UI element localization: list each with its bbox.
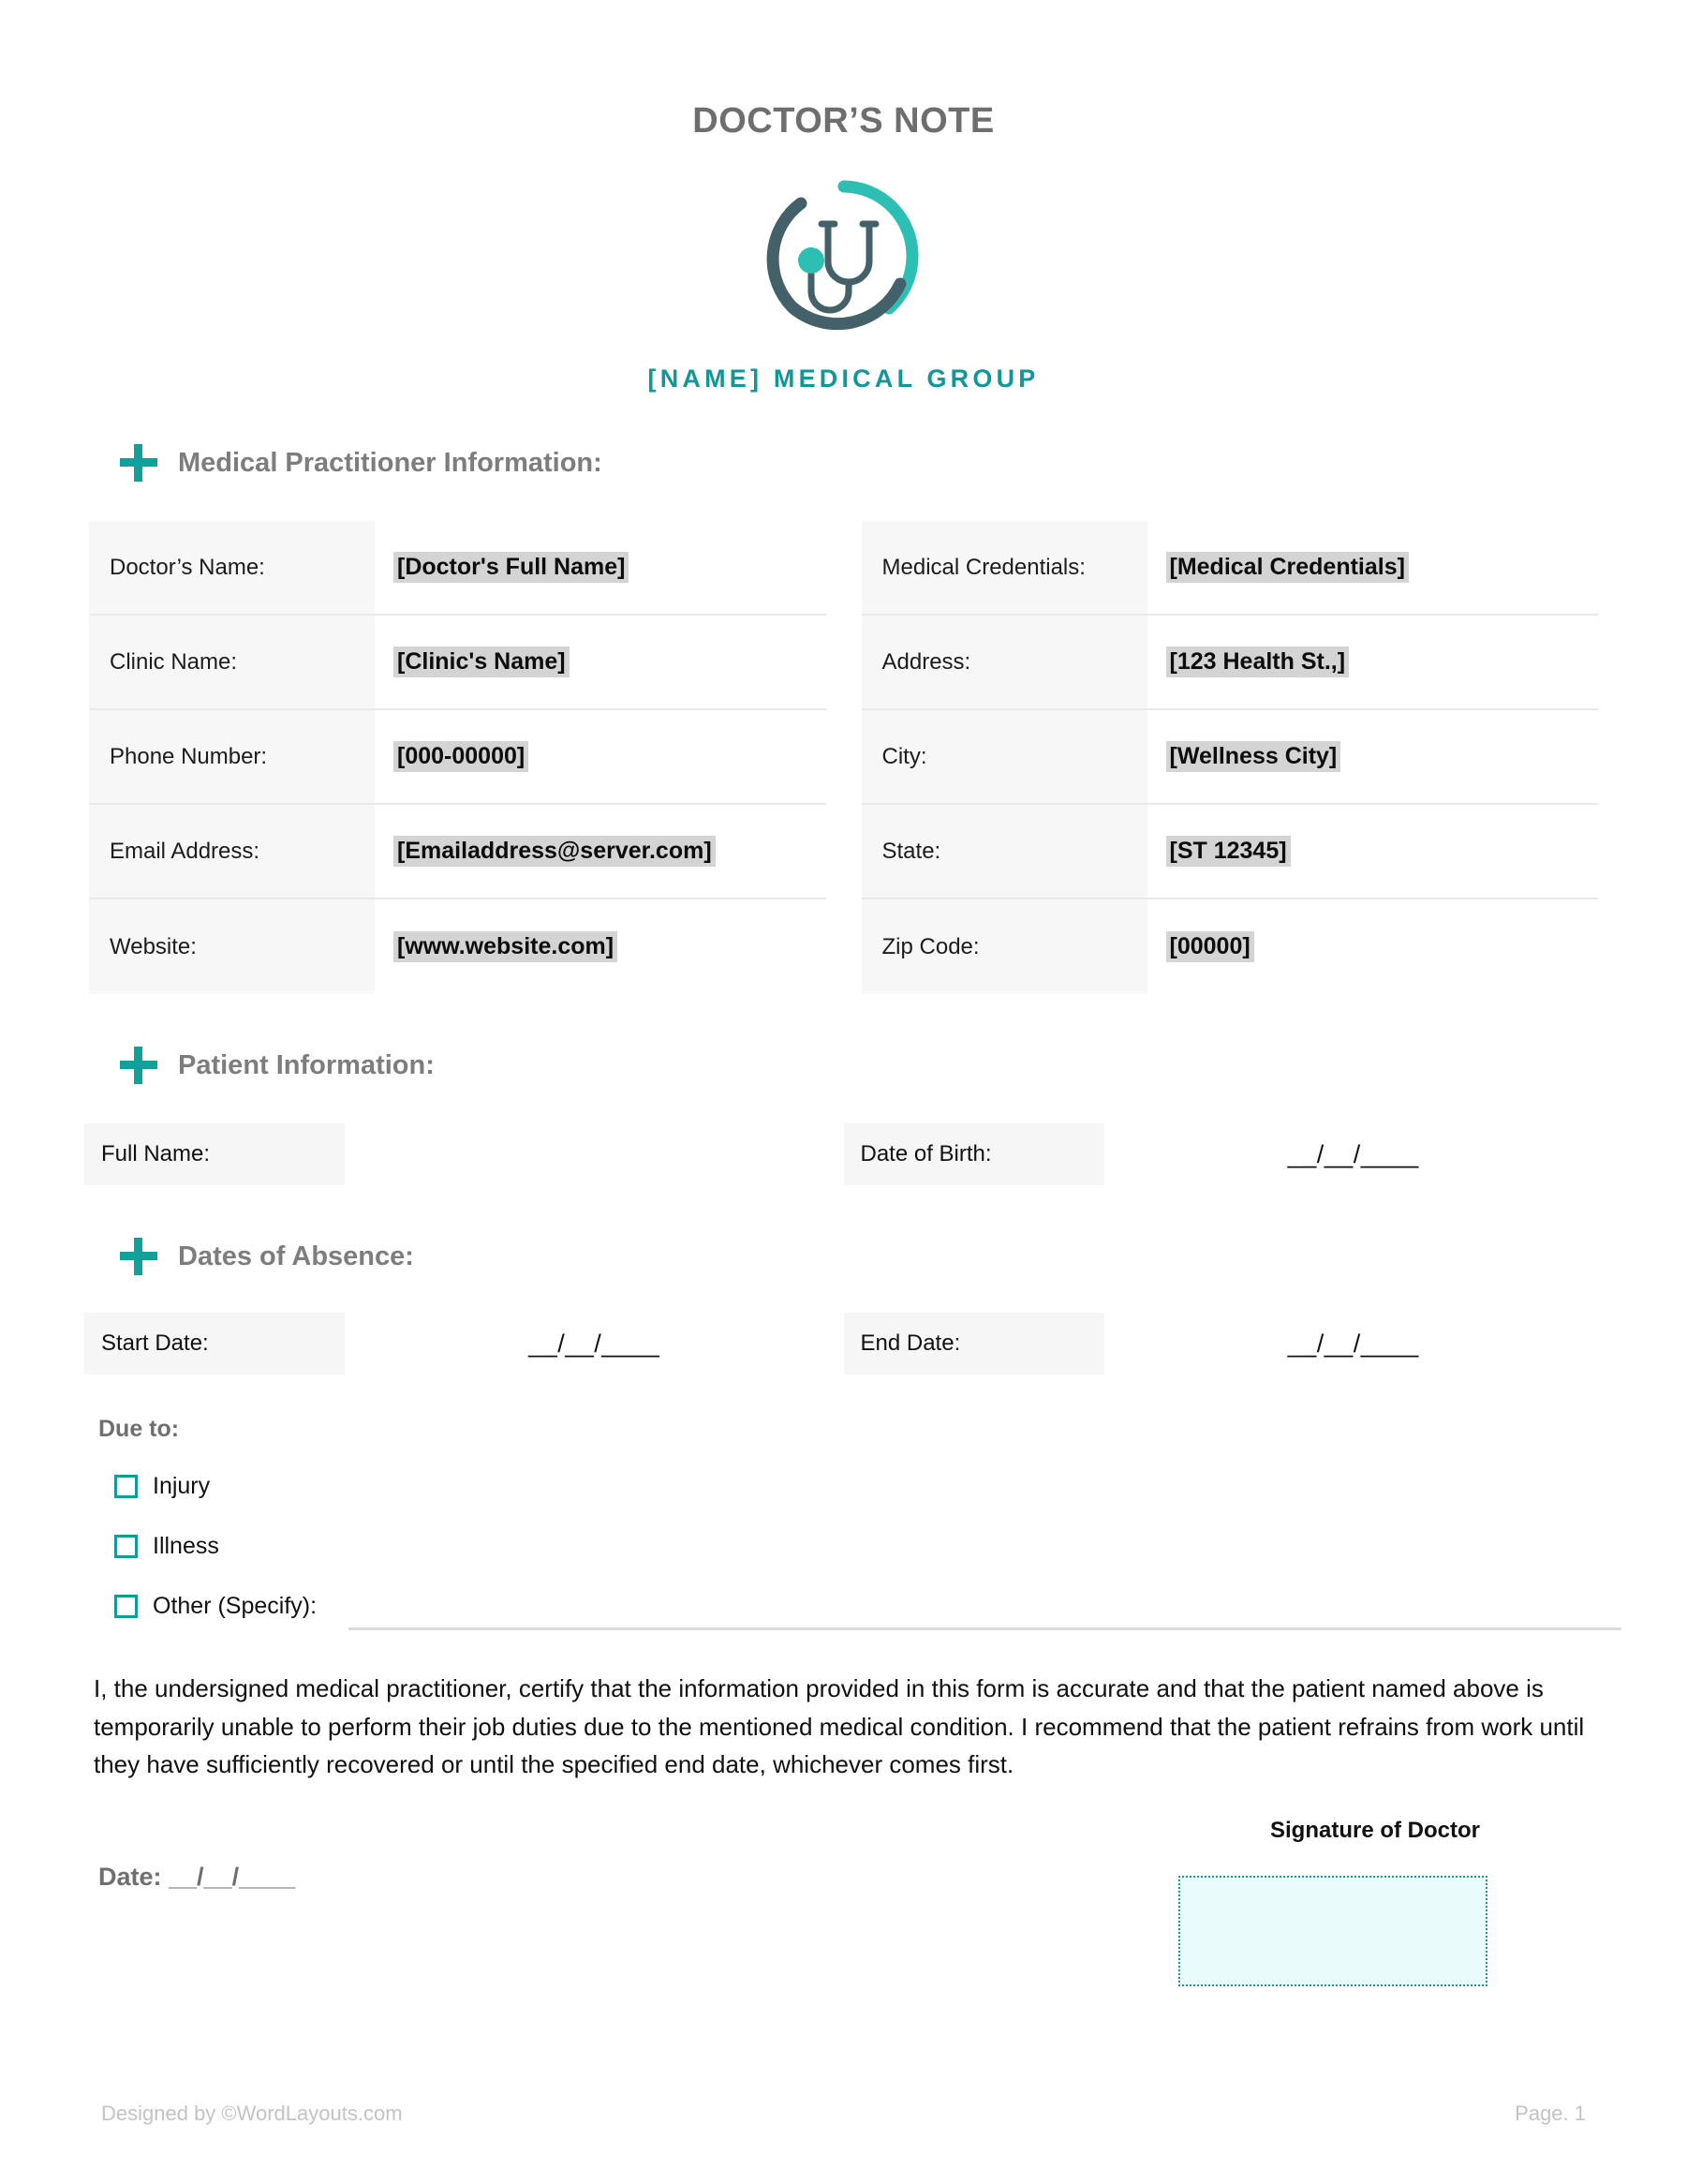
checkbox-icon[interactable] — [114, 1535, 138, 1558]
absence-start-date-label: Start Date: — [84, 1313, 345, 1374]
patient-dob-group — [844, 1123, 1604, 1185]
logo-container — [0, 171, 1687, 340]
absence-end-date-label: End Date: — [844, 1313, 1104, 1374]
field-value-cell[interactable] — [375, 805, 826, 898]
plus-icon — [120, 1238, 157, 1275]
section-title-practitioner: Medical Practitioner Information: — [178, 447, 602, 478]
field-value: [ST 12345] — [1166, 836, 1291, 868]
field-value: [00000] — [1166, 931, 1254, 963]
table-row — [89, 710, 826, 805]
due-to-option-injury[interactable] — [114, 1456, 1687, 1516]
due-to-option-label: Other (Specify): — [153, 1592, 318, 1619]
field-value: [Doctor's Full Name] — [393, 552, 629, 584]
due-to-other-input-line[interactable] — [348, 1627, 1621, 1630]
patient-full-name-group — [84, 1123, 844, 1185]
field-label: Address: — [862, 616, 1147, 708]
due-to-option-label: Injury — [153, 1472, 211, 1499]
section-title-absence: Dates of Absence: — [178, 1241, 414, 1271]
section-title-patient: Patient Information: — [178, 1049, 435, 1080]
field-value-cell[interactable] — [1147, 805, 1599, 898]
field-value-cell[interactable] — [375, 521, 826, 614]
field-value: [000-00000] — [393, 741, 528, 773]
field-value: [Medical Credentials] — [1166, 552, 1409, 584]
field-label: Email Address: — [89, 805, 375, 898]
field-label: State: — [862, 805, 1147, 898]
section-header-absence — [120, 1238, 1687, 1275]
field-label: Website: — [89, 899, 375, 994]
field-label: City: — [862, 710, 1147, 803]
field-value-cell[interactable] — [1147, 521, 1599, 614]
absence-fields-row — [84, 1313, 1603, 1374]
footer-page-number: Page. 1 — [1515, 2102, 1586, 2125]
patient-dob-label: Date of Birth: — [844, 1123, 1104, 1185]
field-value: [123 Health St.,] — [1166, 646, 1350, 678]
page-footer — [0, 2102, 1687, 2126]
stethoscope-circle-logo-icon — [760, 171, 928, 340]
signature-title: Signature of Doctor — [1269, 1817, 1480, 1843]
field-value-cell[interactable] — [1147, 710, 1599, 803]
table-row — [89, 899, 826, 994]
table-row — [89, 805, 826, 899]
patient-full-name-input[interactable] — [345, 1123, 844, 1185]
field-value-cell[interactable] — [375, 710, 826, 803]
field-value: [Clinic's Name] — [393, 646, 570, 678]
patient-full-name-label: Full Name: — [84, 1123, 345, 1185]
absence-end-date-input[interactable]: __/__/____ — [1287, 1329, 1419, 1358]
field-value: [www.website.com] — [393, 931, 617, 963]
field-value-cell[interactable] — [1147, 899, 1599, 994]
checkbox-icon[interactable] — [114, 1475, 138, 1498]
patient-dob-input[interactable]: __/__/____ — [1287, 1139, 1419, 1168]
checkbox-icon[interactable] — [114, 1595, 138, 1618]
practitioner-table-right-column — [862, 521, 1599, 994]
due-to-label: Due to: — [98, 1416, 180, 1442]
signature-date-field[interactable]: Date: __/__/____ — [98, 1862, 296, 1891]
due-to-option-illness[interactable] — [114, 1516, 1687, 1576]
field-label: Zip Code: — [862, 899, 1147, 994]
table-row — [862, 899, 1599, 994]
brand-name: [NAME] MEDICAL GROUP — [647, 364, 1040, 393]
absence-end-date-group — [844, 1313, 1604, 1374]
section-header-patient — [120, 1047, 1687, 1084]
signature-box[interactable] — [1178, 1876, 1487, 1986]
practitioner-table — [89, 521, 1598, 994]
practitioner-table-left-column — [89, 521, 826, 994]
patient-fields-row — [84, 1123, 1603, 1185]
table-row — [89, 616, 826, 710]
field-value: [Emailaddress@server.com] — [393, 836, 716, 868]
table-row — [89, 521, 826, 616]
field-label: Medical Credentials: — [862, 521, 1147, 614]
table-row — [862, 521, 1599, 616]
field-label: Doctor’s Name: — [89, 521, 375, 614]
footer-credit: Designed by ©WordLayouts.com — [101, 2102, 403, 2125]
field-value: [Wellness City] — [1166, 741, 1341, 773]
section-header-practitioner — [120, 444, 1687, 482]
absence-start-date-input[interactable]: __/__/____ — [528, 1329, 660, 1358]
signature-area — [0, 1818, 1687, 2019]
field-value-cell[interactable] — [1147, 616, 1599, 708]
field-label: Clinic Name: — [89, 616, 375, 708]
field-value-cell[interactable] — [375, 899, 826, 994]
table-row — [862, 616, 1599, 710]
field-label: Phone Number: — [89, 710, 375, 803]
plus-icon — [120, 1047, 157, 1084]
due-to-option-other[interactable] — [114, 1576, 1687, 1636]
due-to-option-label: Illness — [153, 1532, 219, 1559]
page-title: DOCTOR’S NOTE — [692, 101, 995, 141]
field-value-cell[interactable] — [375, 616, 826, 708]
absence-start-date-group — [84, 1313, 844, 1374]
certification-paragraph: I, the undersigned medical practitioner, certify that the information provided in this form is accurate and that the patient named above is temporarily unable to perform their job duties due to the mentioned medical condition. I recommend that the patient refrains from work until they have sufficiently recovered or until the specified end date, whichever comes first. — [94, 1674, 1585, 1779]
table-row — [862, 710, 1599, 805]
table-row — [862, 805, 1599, 899]
plus-icon — [120, 444, 157, 482]
